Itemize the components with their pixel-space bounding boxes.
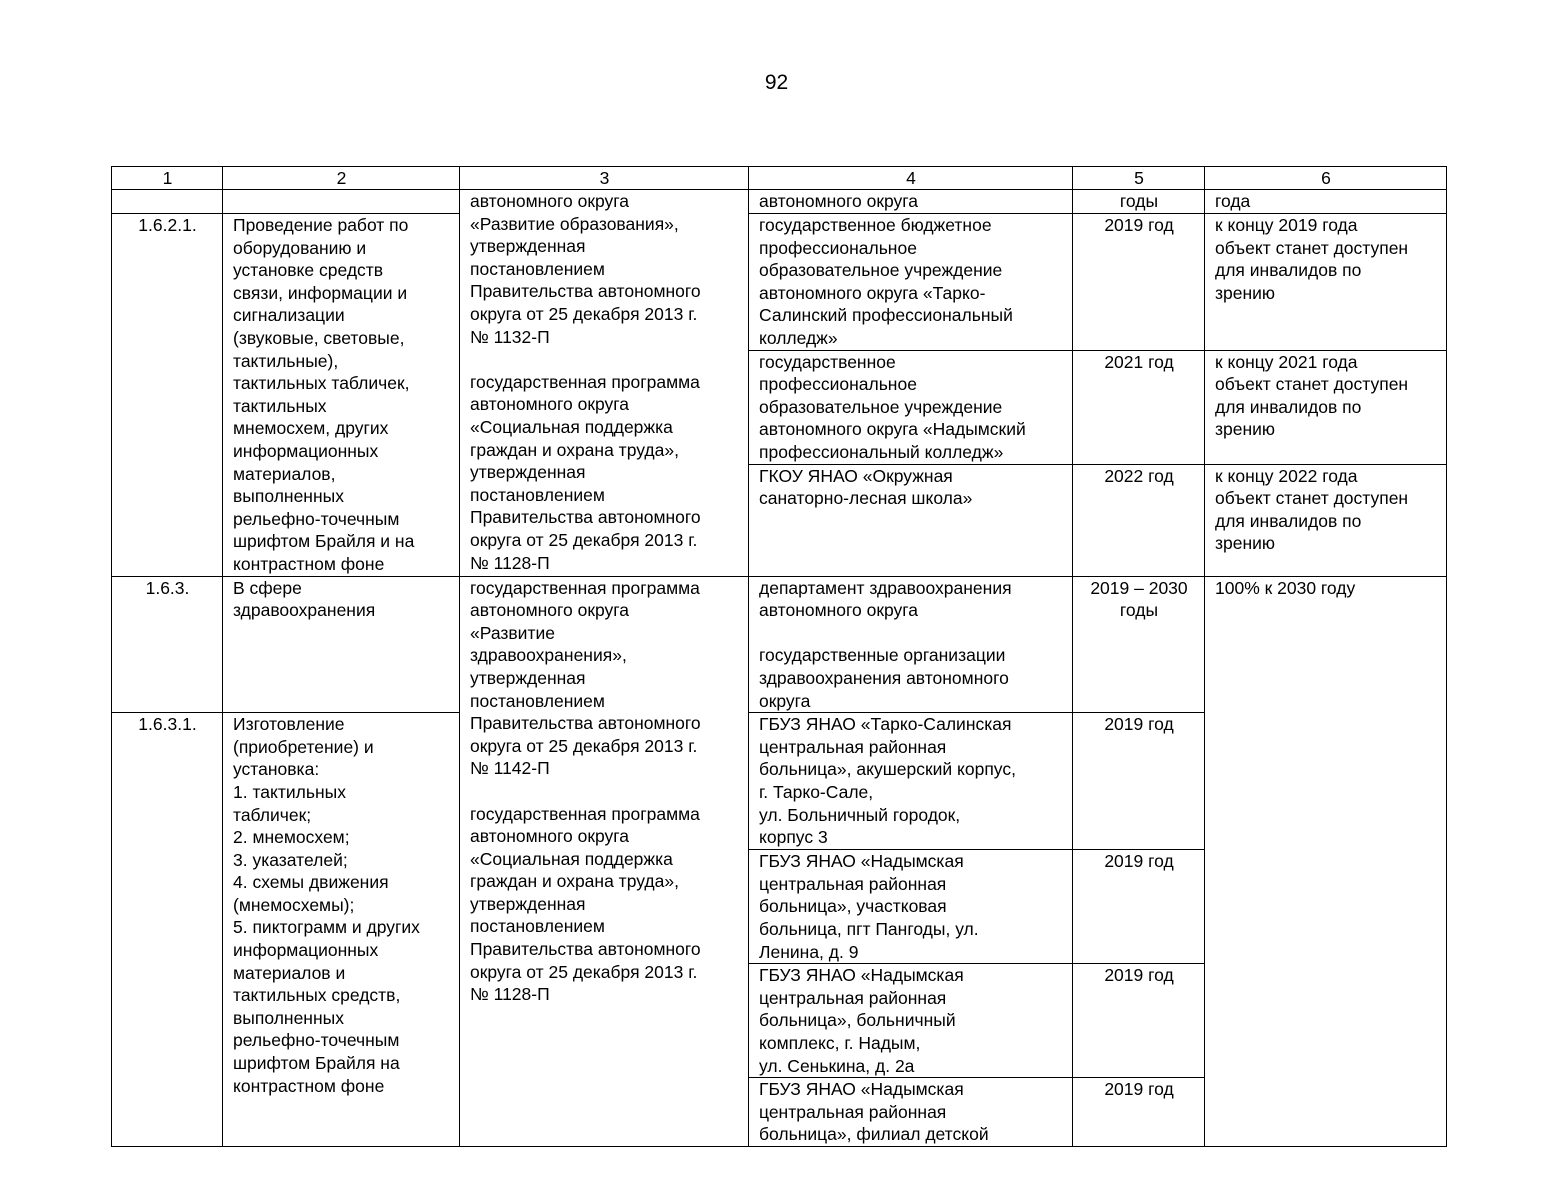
measures-table	[111, 166, 1447, 1147]
result-cell: к концу 2021 года объект станет доступен для инвалидов по зрению	[1205, 350, 1447, 464]
header-row	[112, 167, 1447, 190]
program-text: «Развитие образования», утвержденная постановлением Правительства автономного округа от 25 декабря 2013 г. № 1132-П государственная программа автономного округа «Социальная поддержка граждан и охрана труда», утвержденная постановлением Правительства автономного округа от 25 декабря 2013 г. № 1128-П	[470, 213, 701, 573]
measure-name: В сфере здравоохранения	[223, 576, 460, 713]
item-number: 1.6.3.1.	[112, 713, 223, 1147]
org-cell: ГКОУ ЯНАО «Окружная санаторно-лесная школа»	[749, 464, 1073, 576]
result-cell: к концу 2022 года объект станет доступен для инвалидов по зрению	[1205, 464, 1447, 576]
col-header-2: 2	[223, 167, 460, 190]
deadline-cell: годы	[1073, 190, 1205, 214]
page-number: 92	[764, 71, 789, 94]
cont-name	[223, 190, 460, 214]
deadline-cell: 2022 год	[1073, 464, 1205, 576]
deadline-cell: 2019 год	[1073, 964, 1205, 1078]
deadline-cell: 2019 – 2030 годы	[1073, 576, 1205, 713]
program-cell	[460, 190, 749, 577]
cont-num	[112, 190, 223, 214]
col-header-6: 6	[1205, 167, 1447, 190]
org-cell: ГБУЗ ЯНАО «Надымская центральная районная больница», участковая больница, пгт Пангоды, ул. Ленина, д. 9	[749, 850, 1073, 964]
org-cell: ГБУЗ ЯНАО «Надымская центральная районная больница», филиал детской	[749, 1078, 1073, 1147]
org-cell: государственное бюджетное профессиональное образовательное учреждение автономного округа «Тарко- Салинский профессиональный колледж»	[749, 214, 1073, 351]
deadline-cell: 2019 год	[1073, 850, 1205, 964]
measure-name: Проведение работ по оборудованию и установке средств связи, информации и сигнализации (звуковые, световые, тактильные), тактильных табличек, тактильных мнемосхем, других информационных материалов, выполненных рельефно-точечным шрифтом Брайля и на контрастном фоне	[223, 214, 460, 577]
measure-name: Изготовление (приобретение) и установка: 1. тактильных табличек; 2. мнемосхем; 3. указателей; 4. схемы движения (мнемосхемы); 5. пиктограмм и других информационных материалов и тактильных средств, выполненных рельефно-точечным шрифтом Брайля на контрастном фоне	[223, 713, 460, 1147]
deadline-cell: 2019 год	[1073, 214, 1205, 351]
result-cell: к концу 2019 года объект станет доступен для инвалидов по зрению	[1205, 214, 1447, 351]
result-cell: года	[1205, 190, 1447, 214]
program-cont-text: автономного округа	[470, 191, 630, 211]
deadline-cell: 2021 год	[1073, 350, 1205, 464]
program-cell: государственная программа автономного округа «Развитие здравоохранения», утвержденная постановлением Правительства автономного округа от 25 декабря 2013 г. № 1142-П государственная программа автономного округа «Социальная поддержка граждан и охрана труда», утвержденная постановлением Правительства автономного округа от 25 декабря 2013 г. № 1128-П	[460, 576, 749, 1146]
org-cell: департамент здравоохранения автономного округа государственные организации здравоохранения автономного округа	[749, 576, 1073, 713]
item-number: 1.6.2.1.	[112, 214, 223, 577]
org-cell: автономного округа	[749, 190, 1073, 214]
continuation-row	[112, 190, 1447, 214]
org-cell: ГБУЗ ЯНАО «Тарко-Салинская центральная районная больница», акушерский корпус, г. Тарко-Сале, ул. Больничный городок, корпус 3	[749, 713, 1073, 850]
org-cell: ГБУЗ ЯНАО «Надымская центральная районная больница», больничный комплекс, г. Надым, ул. Сенькина, д. 2а	[749, 964, 1073, 1078]
col-header-5: 5	[1073, 167, 1205, 190]
col-header-4: 4	[749, 167, 1073, 190]
item-number: 1.6.3.	[112, 576, 223, 713]
deadline-cell: 2019 год	[1073, 713, 1205, 850]
col-header-1: 1	[112, 167, 223, 190]
org-cell: государственное профессиональное образовательное учреждение автономного округа «Надымский профессиональный колледж»	[749, 350, 1073, 464]
col-header-3: 3	[460, 167, 749, 190]
result-cell: 100% к 2030 году	[1205, 576, 1447, 1146]
deadline-cell: 2019 год	[1073, 1078, 1205, 1147]
table-row	[112, 576, 1447, 713]
table-row	[112, 214, 1447, 351]
